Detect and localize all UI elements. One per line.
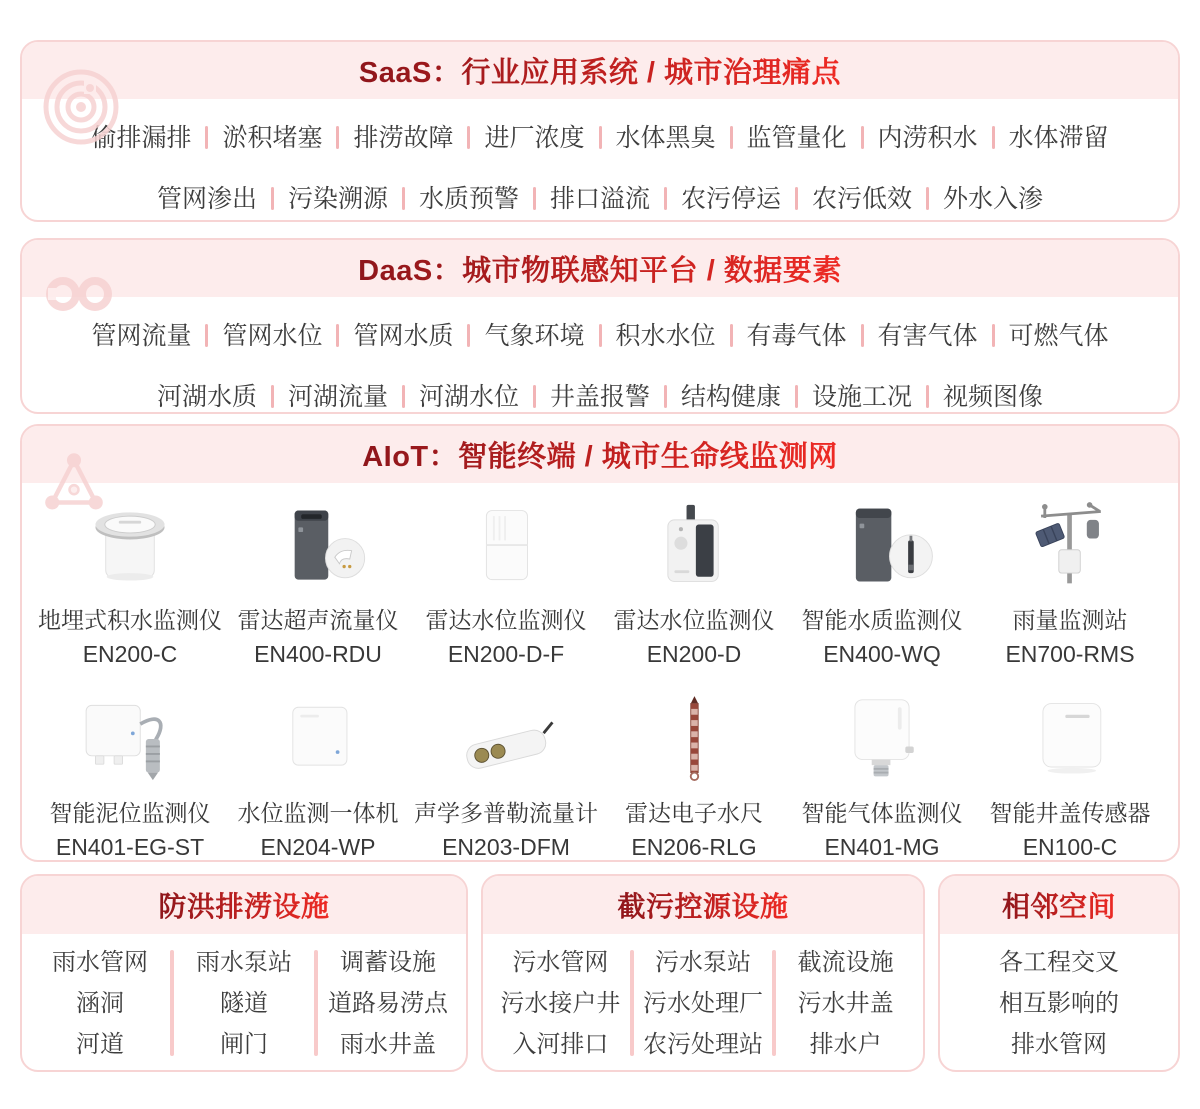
saas-title-main: 行业应用系统 / 城市治理痛点 <box>461 57 842 89</box>
tag-label: 管网水质 <box>322 316 453 352</box>
tag-label: 水质预警 <box>388 179 519 215</box>
facility-item: 雨水管网 <box>52 948 148 976</box>
tag-label: 水体滞留 <box>978 118 1109 154</box>
product-card-en203-dfm <box>412 688 600 861</box>
daas-tag-row-2 <box>22 371 1178 414</box>
pollution-control-columns <box>483 934 923 1072</box>
facility-boxes-row <box>20 874 1180 1072</box>
device-image-radar-level-monitor <box>600 495 788 595</box>
product-model: EN206-RLG <box>631 834 757 860</box>
tag-label: 监管量化 <box>716 118 847 154</box>
facility-item: 闸门 <box>220 1030 268 1058</box>
daas-title-main: 城市物联感知平台 / 数据要素 <box>462 255 842 287</box>
saas-tag-row-2 <box>22 173 1178 221</box>
product-model: EN200-D <box>646 641 742 667</box>
product-card-en200-c <box>36 495 224 668</box>
tag-label: 可燃气体 <box>978 316 1109 352</box>
tag-label: 设施工况 <box>781 377 912 413</box>
facility-item: 污水井盖 <box>797 989 894 1017</box>
daas-title-prefix: DaaS： <box>358 255 463 287</box>
facility-item: 涵洞 <box>76 989 124 1017</box>
product-name: 智能水质监测仪 <box>801 607 963 633</box>
aiot-section-card <box>20 424 1180 862</box>
aiot-title <box>362 434 838 475</box>
product-card-en200-d <box>600 495 788 668</box>
device-image-gas-monitor <box>788 688 976 788</box>
aiot-header-band <box>22 426 1178 483</box>
product-card-en204-wp <box>224 688 412 861</box>
product-name: 水位监测一体机 <box>237 800 399 826</box>
device-image-water-level-terminal <box>224 688 412 788</box>
saas-tag-row-1 <box>22 112 1178 160</box>
daas-header-band <box>22 240 1178 297</box>
product-model: EN401-MG <box>824 834 940 860</box>
tag-label: 河湖流量 <box>257 377 388 413</box>
product-model: EN204-WP <box>260 834 376 860</box>
device-image-doppler-flowmeter <box>412 688 600 788</box>
product-name: 智能气体监测仪 <box>801 800 963 826</box>
device-image-manhole-cover-sensor <box>976 688 1164 788</box>
adjacent-space-lines <box>940 934 1178 1072</box>
saas-title <box>359 50 841 91</box>
product-model: EN100-C <box>1022 834 1118 860</box>
aiot-title-main: 智能终端 / 城市生命线监测网 <box>458 441 838 473</box>
tag-label: 河湖水位 <box>388 377 519 413</box>
tag-label: 进厂浓度 <box>453 118 584 154</box>
facility-item: 雨水井盖 <box>340 1030 436 1058</box>
product-name: 声学多普勒流量计 <box>414 800 598 826</box>
facility-item: 截流设施 <box>797 948 894 976</box>
tag-label: 河湖水质 <box>156 383 257 411</box>
product-name: 雷达超声流量仪 <box>237 607 399 633</box>
facility-column <box>491 942 630 1065</box>
tag-label: 积水水位 <box>585 316 716 352</box>
facility-item: 农污处理站 <box>643 1030 763 1058</box>
product-card-en401-eg-st <box>36 688 224 861</box>
product-name: 雷达水位监测仪 <box>425 607 587 633</box>
product-name: 雨量监测站 <box>1012 607 1128 633</box>
facility-item: 入河排口 <box>512 1030 609 1058</box>
product-model: EN203-DFM <box>442 834 570 860</box>
product-model: EN400-RDU <box>254 641 382 667</box>
facility-item: 相互影响的 <box>999 989 1119 1017</box>
saas-header-band <box>22 42 1178 99</box>
tag-label: 视频图像 <box>912 377 1043 413</box>
pollution-control-box <box>481 874 925 1072</box>
device-image-buried-water-monitor <box>36 495 224 595</box>
daas-tag-row-1 <box>22 310 1178 358</box>
saas-section-card <box>20 40 1180 222</box>
aiot-title-prefix: AIoT： <box>362 441 459 473</box>
tag-label: 有害气体 <box>847 316 978 352</box>
adjacent-space-title: 相邻空间 <box>1002 885 1116 925</box>
device-image-sludge-level-monitor <box>36 688 224 788</box>
tag-label: 排涝故障 <box>322 118 453 154</box>
product-model: EN400-WQ <box>823 641 941 667</box>
pollution-control-header <box>483 876 923 934</box>
tag-label: 有毒气体 <box>716 316 847 352</box>
facility-item: 雨水泵站 <box>196 948 292 976</box>
facility-item: 污水管网 <box>512 948 609 976</box>
product-name: 智能井盖传感器 <box>989 800 1151 826</box>
device-image-water-quality-monitor <box>788 495 976 595</box>
tag-label: 井盖报警 <box>519 377 650 413</box>
facility-column <box>634 942 773 1065</box>
facility-column <box>174 942 314 1065</box>
product-name: 雷达电子水尺 <box>625 800 763 826</box>
tag-label: 管网流量 <box>91 322 192 350</box>
facility-item: 河道 <box>76 1030 124 1058</box>
facility-item: 排水户 <box>809 1030 882 1058</box>
tag-label: 农污停运 <box>650 179 781 215</box>
tag-label: 外水入渗 <box>912 179 1043 215</box>
product-card-en206-rlg <box>600 688 788 861</box>
product-card-en400-wq <box>788 495 976 668</box>
tag-label: 农污低效 <box>781 179 912 215</box>
flood-control-box <box>20 874 468 1072</box>
product-model: EN200-D-F <box>447 641 565 667</box>
daas-title <box>358 248 842 289</box>
facility-item: 调蓄设施 <box>340 948 436 976</box>
product-name: 雷达水位监测仪 <box>613 607 775 633</box>
facility-item: 污水泵站 <box>655 948 751 976</box>
product-card-en200-d-f <box>412 495 600 668</box>
product-card-en400-rdu <box>224 495 412 668</box>
product-model: EN200-C <box>82 641 178 667</box>
tag-label: 水体黑臭 <box>585 118 716 154</box>
tag-label: 污染溯源 <box>257 179 388 215</box>
device-image-radar-water-gauge <box>600 688 788 788</box>
daas-section-card <box>20 238 1180 414</box>
tag-label: 偷排漏排 <box>91 124 192 152</box>
device-image-radar-level-monitor-f <box>412 495 600 595</box>
adjacent-space-header <box>940 876 1178 934</box>
facility-item: 道路易涝点 <box>328 989 448 1017</box>
adjacent-space-box <box>938 874 1180 1072</box>
product-card-en700-rms <box>976 495 1164 668</box>
flood-control-header <box>22 876 466 934</box>
device-image-radar-ultrasonic-flowmeter <box>224 495 412 595</box>
facility-item: 污水处理厂 <box>643 989 763 1017</box>
tag-label: 气象环境 <box>453 316 584 352</box>
tag-label: 排口溢流 <box>519 179 650 215</box>
product-card-en401-mg <box>788 688 976 861</box>
product-card-en100-c <box>976 688 1164 861</box>
facility-column <box>30 942 170 1065</box>
saas-title-prefix: SaaS： <box>358 57 462 89</box>
flood-control-title: 防洪排涝设施 <box>158 885 329 925</box>
tag-label: 管网水位 <box>191 316 322 352</box>
flood-control-columns <box>22 934 466 1072</box>
facility-column <box>318 942 458 1065</box>
pollution-control-title: 截污控源设施 <box>617 885 788 925</box>
product-name: 地埋式积水监测仪 <box>38 607 222 633</box>
product-model: EN700-RMS <box>1005 641 1135 667</box>
facility-item: 排水管网 <box>1011 1030 1107 1058</box>
tag-label: 内涝积水 <box>847 118 978 154</box>
facility-item: 污水接户井 <box>500 989 621 1017</box>
product-name: 智能泥位监测仪 <box>49 800 211 826</box>
product-grid <box>22 483 1178 861</box>
device-image-rain-station <box>976 495 1164 595</box>
facility-item: 隧道 <box>220 989 268 1017</box>
product-model: EN401-EG-ST <box>55 834 205 860</box>
tag-label: 管网渗出 <box>156 185 257 213</box>
facility-column <box>776 942 915 1065</box>
facility-item: 各工程交叉 <box>999 948 1119 976</box>
tag-label: 结构健康 <box>650 377 781 413</box>
tag-label: 淤积堵塞 <box>191 118 322 154</box>
